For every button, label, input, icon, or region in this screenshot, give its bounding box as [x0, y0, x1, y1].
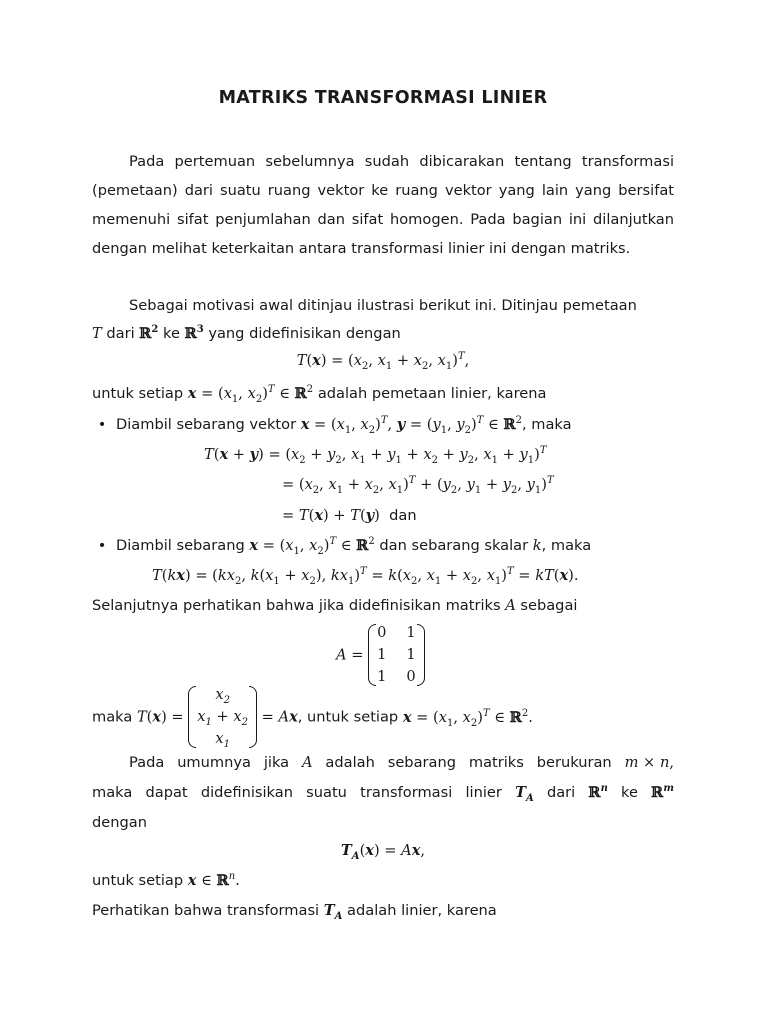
- line-selanjutnya: Selanjutnya perhatikan bahwa jika didefinisikan matriks A sebagai: [92, 597, 578, 614]
- matrix-A-definition: A = 0 1 1 1 1 0: [336, 622, 425, 688]
- equation-TA: $T_A(x) = Ax$,: [340, 842, 426, 862]
- equation-additivity-3: = T(x) + T(y) dan: [282, 507, 417, 524]
- paragraph-motivation-line1: Sebagai motivasi awal ditinjau ilustrasi berikut ini. Ditinjau pemetaan: [129, 297, 637, 314]
- paragraph-intro: Pada pertemuan sebelumnya sudah dibicarakan tentang transformasi (pemetaan) dari suatu ruang vektor ke ruang vektor yang lain yang bersifat memenuhi sifat penjumlahan dan sifat homogen. Pada bagian ini dilanjutkan dengan melihat keterkaitan antara transformasi linier ini dengan matriks.: [92, 153, 674, 257]
- line-perhatikan: Perhatikan bahwa transformasi $T_A$ adalah linier, karena: [92, 902, 497, 922]
- page-title: MATRIKS TRANSFORMASI LINIER: [218, 88, 548, 108]
- equation-additivity-1: $T(x + y) = (x_2 + y_2$, $x_1 + y_1 + x_2 + y_2$, $x_1 + y_1)^T$: [204, 445, 547, 466]
- line-untuk-setiap-2: untuk setiap x ∈ ℝ$^n$.: [92, 871, 240, 889]
- paragraph-motivation-line2: T dari ℝ$^2$ ke ℝ$^3$ yang didefinisikan dengan: [92, 324, 401, 342]
- line-untuk-setiap: untuk setiap $x = (x_1$, $x_2)^T$ ∈ ℝ$^2$ adalah pemetaan linier, karena: [92, 384, 547, 405]
- bullet-marker: •: [97, 537, 107, 554]
- bullet-marker: •: [97, 416, 107, 433]
- paragraph-general-line1: Pada umumnya jika A adalah sebarang matriks berukuran m × n,: [129, 754, 674, 771]
- equation-homogeneity: $T(kx) = (kx_2$, $k(x_1 + x_2)$, $kx_1)^T = k(x_2$, $x_1 + x_2$, $x_1)^T = kT(x)$.: [152, 566, 579, 587]
- equation-definition: $T(x) = (x_2$, $x_1 + x_2$, $x_1)^T$,: [296, 351, 470, 372]
- bullet-additivity: Diambil sebarang vektor $x = (x_1$, $x_2)^T$, $y = (y_1$, $y_2)^T$ ∈ ℝ$^2$, maka: [116, 415, 572, 436]
- bullet-homogeneity: Diambil sebarang $x = (x_1$, $x_2)^T$ ∈ ℝ$^2$ dan sebarang skalar k, maka: [116, 536, 592, 557]
- column-vector: $x_2$ $x_1 + x_2$ $x_1$: [188, 684, 257, 750]
- equation-additivity-2: = ($x_2$, $x_1 + x_2$, $x_1)^T + (y_2$, $y_1 + y_2$, $y_1)^T$: [282, 475, 554, 496]
- paragraph-general-line2: maka dapat didefinisikan suatu transformasi linier $T_A$ dari ℝ$^n$ ke ℝ$^m$: [92, 783, 674, 804]
- line-maka-vector: maka T(x) = $x_2$ $x_1 + x_2$ $x_1$ = Ax, untuk setiap $x = (x_1$, $x_2)^T$ ∈ ℝ$^2$.: [92, 686, 533, 750]
- matrix-A: 0 1 1 1 1 0: [368, 622, 425, 688]
- paragraph-general-line3: dengan: [92, 814, 147, 831]
